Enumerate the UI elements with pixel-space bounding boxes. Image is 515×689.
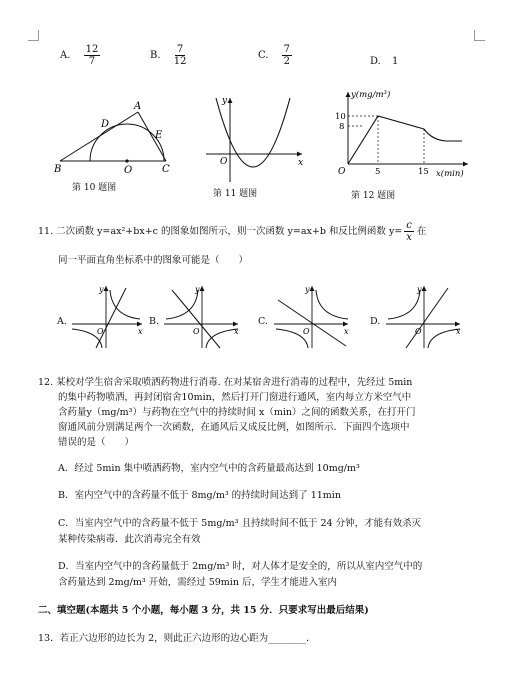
hyperbola-branch	[166, 290, 198, 319]
q11-stem: 11. 二次函数 y=ax²+bx+c 的图象如图所示，则一次函数 y=ax+b 和反比例函数 y= $\frac{c}{x}$ 在	[38, 220, 427, 243]
svg-text:x: x	[344, 327, 349, 336]
q11-choice-c-letter: C.	[258, 316, 268, 327]
label-y-axis: y(mg/m³)	[351, 90, 391, 100]
label-d: D	[101, 119, 110, 130]
corner-mark-top-right	[474, 30, 485, 41]
fraction: $\frac{7}{2}$	[283, 44, 291, 67]
option-a: A. $\frac{12}{7}$	[60, 44, 99, 67]
figure-11	[202, 92, 307, 184]
y-axis-arrow	[228, 98, 233, 103]
q12-option-c-line-2: 某种传染病毒．此次消毒完全有效	[58, 534, 201, 545]
x-axis-arrow	[463, 162, 468, 167]
q12-option-a: A．经过 5min 集中喷洒药物，室内空气中的含药量最高达到 10mg/m³	[58, 463, 360, 474]
q12-line-2: 的集中药物喷洒，再封闭宿舍10min，然后打开门窗进行通风，室内每立方米空气中	[58, 392, 412, 403]
hyperbola-branch	[316, 290, 348, 319]
svg-text:O: O	[415, 327, 422, 336]
y-axis-arrow	[346, 92, 351, 97]
option-c: C. $\frac{7}{2}$	[258, 44, 291, 67]
tick-8: 8	[339, 122, 345, 132]
tick-15: 15	[418, 167, 429, 177]
label-e: E	[155, 130, 163, 141]
q12-option-d-line-2: 含药量达到 2mg/m³ 开始，需经过 59min 后，学生才能进入室内	[58, 577, 337, 588]
svg-text:O: O	[193, 327, 200, 336]
fraction: $\frac{12}{7}$	[85, 44, 99, 67]
q12-line-4: 窗通风前分别满足两个一次函数，在通风后又成反比例，如图所示．下面四个选项中	[58, 422, 410, 433]
svg-text:x: x	[138, 327, 143, 336]
q11-choice-a-letter: A.	[57, 316, 67, 327]
figure-11-caption: 第 11 题图	[213, 189, 258, 199]
label-origin: O	[338, 167, 346, 177]
svg-text:y: y	[417, 285, 422, 294]
label-b: B	[54, 164, 62, 175]
q11-fraction: $\frac{c}{x}$	[406, 220, 412, 243]
q12-option-c-line-1: C．当室内空气中的含药量不低于 5mg/m³ 且持续时间不低于 24 分钟，才能有效杀灭	[58, 518, 422, 529]
q11-line2: 同一平面直角坐标系中的图象可能是（ ）	[58, 255, 249, 266]
label-x: x	[298, 158, 304, 168]
svg-text:O: O	[97, 327, 104, 336]
svg-text:x: x	[234, 327, 239, 336]
q11-choice-c-graph	[272, 282, 352, 352]
hyperbola-branch	[110, 290, 140, 319]
svg-text:y: y	[99, 285, 104, 294]
label-origin: O	[220, 157, 228, 167]
x-axis-arrow	[297, 152, 302, 157]
svg-text:O: O	[303, 327, 310, 336]
q12-option-b: B．室内空气中的含药量不低于 8mg/m³ 的持续时间达到了 11min	[58, 490, 341, 501]
hyperbola-branch	[388, 290, 420, 319]
option-d: D. 1	[370, 56, 399, 67]
label-o: O	[124, 165, 133, 176]
concentration-line	[348, 116, 424, 164]
q12-line-1: 12. 某校对学生宿舍采取喷洒药物进行消毒. 在对某宿舍进行消毒的过程中，先经过 5min	[38, 377, 413, 388]
q11-choice-d-graph	[384, 282, 464, 352]
q11-choice-b-letter: B.	[149, 316, 160, 327]
label-c: C	[162, 164, 170, 175]
svg-text:y: y	[195, 285, 200, 294]
tick-10: 10	[335, 112, 346, 122]
figure-10-caption: 第 10 题图	[72, 183, 117, 193]
figure-12-caption: 第 12 题图	[351, 191, 396, 201]
tick-5: 5	[375, 167, 381, 177]
label-a: A	[134, 101, 142, 112]
svg-text:y: y	[305, 285, 310, 294]
label-y: y	[222, 96, 228, 106]
q11-choice-d-letter: D.	[370, 316, 381, 327]
inverse-curve	[424, 129, 462, 141]
label-x-axis: x(min)	[436, 169, 464, 179]
section-2-heading: 二、填空题(本题共 5 个小题，每小题 3 分，共 15 分．只要求写出最后结果)	[38, 605, 369, 616]
q13-text: 13．若正六边形的边长为 2，则此正六边形的边心距为________．	[38, 633, 316, 644]
q11-choice-b-graph	[162, 282, 242, 352]
q12-line-5: 错误的是（ ）	[58, 437, 135, 448]
linear-line	[406, 288, 448, 348]
svg-text:x: x	[456, 327, 461, 336]
corner-mark-top-left	[28, 30, 39, 41]
fraction: $\frac{7}{12}$	[173, 44, 187, 67]
q12-line-3: 含药量y（mg/m³）与药物在空气中的持续时间 x（min）之间的函数关系，在打开门	[58, 407, 416, 418]
option-b: B. $\frac{7}{12}$	[150, 44, 187, 67]
figure-10	[54, 98, 184, 180]
center-point	[125, 159, 128, 162]
figure-12	[334, 86, 474, 186]
q12-option-d-line-1: D．当室内空气中的含药量低于 2mg/m³ 时，对人体才是安全的，所以从室内空气中的	[58, 561, 423, 572]
q11-choice-a-graph	[70, 282, 146, 352]
